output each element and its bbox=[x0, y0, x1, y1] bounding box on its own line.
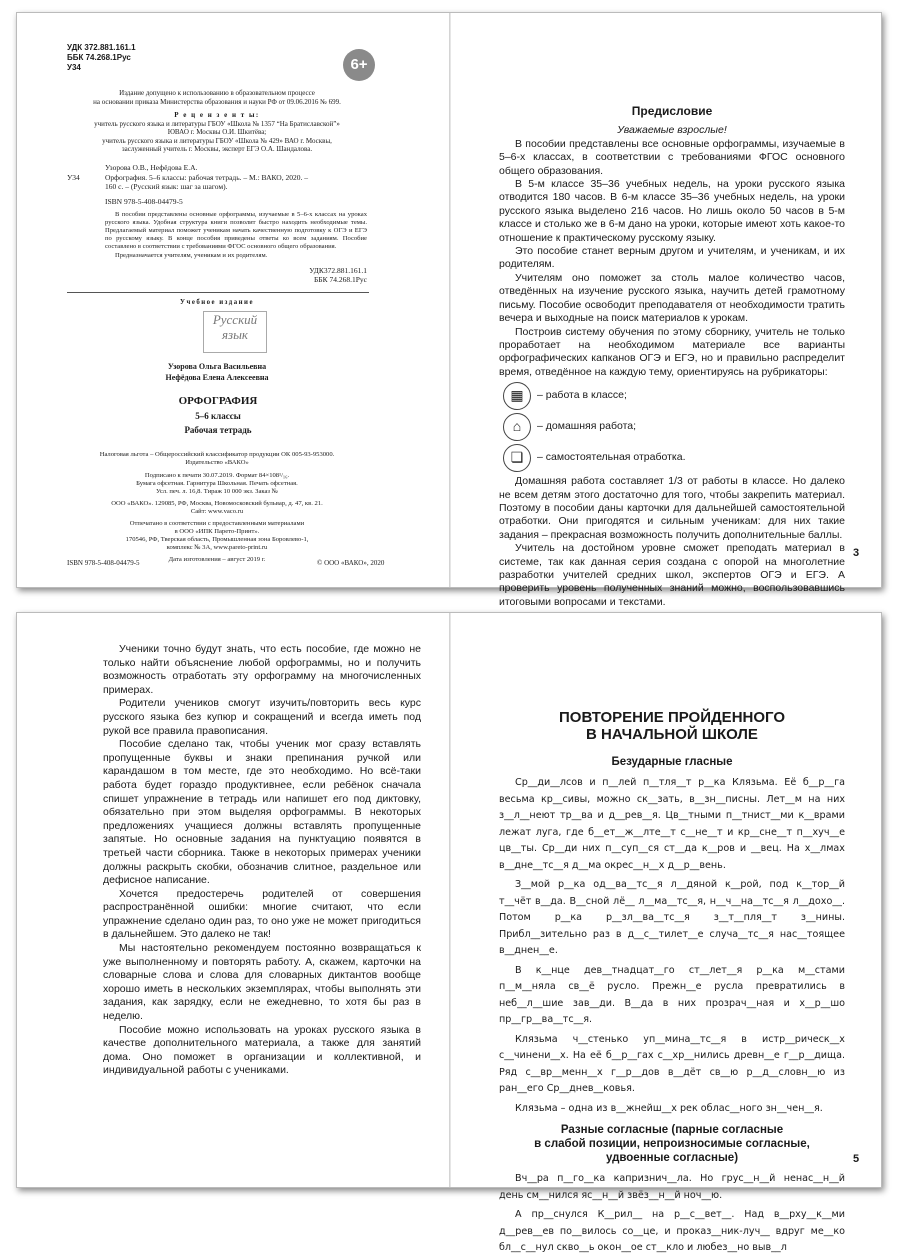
bibliographic-record bbox=[67, 163, 367, 285]
paragraph: Домашняя работа составляет 1/3 от работы в классе. Но далеко не всем детям этого достаточно для того, чтобы закрепить материал. Поэтому в пособии даны карточки для дальнейшей самостоятельной отработки. Они пригодятся и сильным ученикам: для них такие задания – прекрасная возможность получить дополнительные баллы. bbox=[499, 475, 845, 541]
page-4 bbox=[17, 613, 449, 1187]
paragraph: В пособии представлены все основные орфограммы, изучаемые в 5–6-х классах, в соответствии с требованиями ФГОС основного общего образования. bbox=[499, 137, 845, 177]
paragraph: Ученики точно будут знать, что есть пособие, где можно не только найти объяснение любой орфограммы, но и получить возможность отработать эту орфограмму на многочисленных примерах. bbox=[103, 643, 421, 696]
author: Нефёдова Елена Алексеевна bbox=[165, 373, 269, 382]
print-line: Бумага офсетная. Гарнитура Школьная. Печать офсетная. bbox=[136, 480, 298, 487]
site: Сайт: www.vaco.ru bbox=[190, 508, 244, 515]
logo-text: Русский язык bbox=[212, 312, 258, 342]
reviewers-title: Р е ц е н з е н т ы: bbox=[174, 111, 260, 119]
book-icon: ❏ bbox=[503, 444, 531, 472]
series-logo bbox=[203, 311, 267, 353]
house-icon: ⌂ bbox=[503, 413, 531, 441]
bbk-right: ББК 74.268.1Рус bbox=[314, 275, 367, 284]
rubric-selfwork bbox=[503, 444, 845, 472]
paragraph: Мы настоятельно рекомендуем постоянно возвращаться к уже выполненному и повторять работу. А, скажем, карточки на словарные слова и слова для словарных диктантов вообще хорошо иметь в нескольких экземплярах, чтобы выполнять эти задания, как зарядку, если не ежедневно, то хотя бы раз в неделю. bbox=[103, 942, 421, 1023]
chapter-title-line: В НАЧАЛЬНОЙ ШКОЛЕ bbox=[586, 726, 758, 743]
approval-line: на основании приказа Министерства образования и науки РФ от 09.06.2016 № 699. bbox=[93, 97, 341, 106]
section-title-line: Разные согласные (парные согласные bbox=[560, 1124, 784, 1136]
book-title: ОРФОГРАФИЯ bbox=[178, 395, 258, 407]
exercise-paragraph: Вч__ра п__го__ка капризнич__ла. Но грус__н__й ненас__н__й день см__нился яс__н__й звёз__н__й ноч__ю. bbox=[499, 1173, 845, 1201]
author-sign: У34 bbox=[67, 63, 81, 72]
author-sign: У34 bbox=[67, 172, 80, 182]
paragraph: Учителям оно поможет за столь малое количество часов, отведённых на изучение русского языка, научить детей грамотному письму. Пособие освободит преподавателя от необходимости тратить вечера и выходные на поиск материалов к урокам. bbox=[499, 271, 845, 325]
bbk: ББК 74.268.1Рус bbox=[67, 53, 131, 62]
page-number: 3 bbox=[853, 547, 860, 559]
page-number: 5 bbox=[853, 1153, 860, 1165]
author: Узорова Ольга Васильевна bbox=[167, 362, 267, 371]
reviewer: заслуженный учитель г. Москвы, эксперт ЕГЭ О.А. Шандалова. bbox=[121, 145, 313, 153]
paragraph: Хочется предостеречь родителей от совершения распространённой ошибки: многие считают, что если упражнение сделано один раз, то оно уже не может пригодиться в дальнейшем. Это далеко не так! bbox=[103, 887, 421, 941]
isbn: ISBN 978-5-408-04479-5 bbox=[105, 196, 183, 206]
section-title-2 bbox=[499, 1123, 845, 1165]
publisher: ООО «ВАКО». 129085, РФ, Москва, Новомосковский бульвар, д. 47, кв. 21. bbox=[111, 500, 323, 507]
imprint-page bbox=[17, 13, 449, 587]
page5-content bbox=[499, 709, 845, 1260]
desc-line: 160 с. – (Русский язык: шаг за шагом). bbox=[105, 182, 228, 191]
top-spread bbox=[16, 12, 882, 608]
approval-line: Издание допущено к использованию в образовательном процессе bbox=[119, 89, 315, 97]
udk-block bbox=[67, 43, 136, 73]
rubric-classwork bbox=[503, 382, 845, 410]
tax-line: Издательство «ВАКО» bbox=[185, 459, 249, 466]
rubric-label: – самостоятельная отработка. bbox=[537, 451, 686, 464]
printed-line: комплекс № 3А, www.pareto-print.ru bbox=[166, 544, 268, 551]
reviewer: ЮВАО г. Москвы О.И. Шкитёва; bbox=[167, 128, 267, 136]
book-grades: 5–6 классы bbox=[195, 411, 241, 421]
production-info bbox=[67, 451, 367, 564]
divider bbox=[67, 292, 369, 293]
rubric-label: – работа в классе; bbox=[537, 389, 627, 402]
paragraph: Построив систему обучения по этому сборнику, учитель не только проработает на необходимом материале все варианты орфографических капканов ОГЭ и ЕГЭ, но и правильно распределит время, отведённое на каждую тему, ориентируясь на рубрикаторы: bbox=[499, 325, 845, 378]
classroom-icon: ▦ bbox=[503, 382, 531, 410]
desc-line: Орфография. 5–6 классы: рабочая тетрадь. – М.: ВАКО, 2020. – bbox=[105, 172, 308, 182]
preface-title: Предисловие bbox=[631, 104, 713, 118]
section-title-line: удвоенные согласные) bbox=[605, 1152, 739, 1164]
preface-page bbox=[451, 13, 883, 608]
authors-short: Узорова О.В., Нефёдова Е.А. bbox=[105, 163, 198, 172]
exercise-paragraph: А пр__снулся К__рил__ на р__с__вет__. Над в__рху__к__ми д__рев__ев по__вилось со__це, и проказ__ник-луч__ вдруг ме__ко бл__с__нул скво__ь окон__ое ст__кло и любез__но выв__л bbox=[499, 1209, 845, 1253]
print-line: Подписано к печати 30.07.2019. Формат 84×108¹/₁₆. bbox=[144, 472, 290, 479]
paragraph: Пособие можно использовать на уроках русского языка в качестве дополнительного материала, а также для занятий дома. Оно поможет в организации и коллективной, и индивидуальной работы с учениками. bbox=[103, 1023, 421, 1077]
exercise-1 bbox=[499, 775, 845, 1117]
bottom-spread bbox=[16, 612, 882, 1253]
rubric-label: – домашняя работа; bbox=[537, 420, 637, 433]
tax-line: Налоговая льгота – Общероссийский классификатор продукции ОК 005-93-953000. bbox=[99, 451, 335, 458]
page4-text bbox=[103, 643, 421, 1078]
printed-line: Отпечатано в соответствии с предоставленными материалами bbox=[129, 520, 305, 527]
printed-line: в ООО «ИПК Парето-Принт». bbox=[174, 528, 260, 535]
section-title: Безударные гласные bbox=[611, 756, 733, 768]
book-type: Рабочая тетрадь bbox=[184, 425, 252, 435]
preface-greeting: Уважаемые взрослые! bbox=[617, 124, 727, 137]
date: Дата изготовления – август 2019 г. bbox=[168, 556, 266, 563]
edition-type: Учебное издание bbox=[180, 299, 254, 306]
printed-line: 170546, РФ, Тверская область, Промышленная зона Боровлево-1, bbox=[125, 536, 309, 543]
isbn-bottom: ISBN 978-5-408-04479-5 bbox=[67, 559, 140, 567]
udk-right: УДК372.881.161.1 bbox=[309, 265, 367, 275]
exercise-paragraph: Клязьма ч__стенько уп__мина__тс__я в истр__рическ__х с__чинени__х. На её б__р__гах с__хр__нились древн__е г__р__дища. Ряд с__вр__менн__х г__р__дов в__дёт св__ю р__д__словн__ю из ран__его Ср__днев__ковья. bbox=[499, 1033, 845, 1094]
paragraph: Пособие сделано так, чтобы ученик мог сразу вставлять пропущенные буквы и знаки препинания ручкой или карандашом в том месте, где это необходимо. Но всё-таки работа будет гораздо продуктивнее, если ребёнок сначала спишет упражнение в тетрадь или напишет его под диктовку, обязательно при этом выделяя орфограммы. В некоторых предложениях учащиеся должны вставлять пропущенные запятые. Но основные задания на пунктуацию появятся в третьей части сборника. Также в некоторых примерах ученики должны раскрыть скобки, обозначив слитное, раздельное или дефисное написание. bbox=[103, 738, 421, 887]
preface-text bbox=[499, 105, 845, 609]
age-rating-badge: 6+ bbox=[343, 49, 375, 81]
copyright: © ООО «ВАКО», 2020 bbox=[317, 559, 385, 567]
exercise-paragraph: З__мой р__ка од__ва__тс__я л__дяной к__рой, под к__тор__й т__чёт в__да. В__сной лё__ л__ма__тс__я, н__ч__на__тс__я л__дохо__. Потом р__ка р__зл__ва__тс__я з__т__пля__т з__нины. Прибл__зительно раз в д__с__тилет__е случа__тс__я нас__тоящее в__днен__е. bbox=[499, 879, 845, 956]
reviewer: учитель русского языка и литературы ГБОУ «Школа № 429» ВАО г. Москвы, bbox=[102, 136, 332, 145]
approval bbox=[67, 89, 367, 106]
rubric-homework bbox=[503, 413, 845, 441]
reviewer: учитель русского языка и литературы ГБОУ «Школа № 1357 “На Братиславской”» bbox=[94, 119, 340, 128]
section-title-line: в слабой позиции, непроизносимые согласные, bbox=[534, 1138, 810, 1150]
udk: УДК 372.881.161.1 bbox=[67, 43, 136, 52]
authors bbox=[67, 361, 367, 383]
addressees: Предназначается учителям, ученикам и их родителям. bbox=[115, 252, 268, 259]
exercise-2 bbox=[499, 1171, 845, 1257]
print-line: Усл. печ. л. 16,8. Тираж 10 000 экз. Заказ № bbox=[156, 488, 278, 495]
reviewers bbox=[67, 111, 367, 154]
exercise-paragraph: В к__нце дев__тнадцат__го ст__лет__я р__ка м__стами п__м__няла св__ё русло. Прежн__е русла превратились в неб__л__шие зав__ди. В__да в них прозрач__ная и х__р__шо пр__гр__ва__тс__я. bbox=[499, 964, 845, 1025]
chapter-title bbox=[499, 709, 845, 743]
exercise-paragraph: Ср__ди__лсов и п__лей п__тля__т р__ка Клязьма. Её б__р__га весьма кр__сивы, можно ск__зать, в__зн__писны. Лет__м на них з__л__неют тр__ва и д__рев__я. Цв__тными п__тнист__ми к__врами лежат луга, где б__ет__ж__лте__т с__не__т и кр__сне__т п__хуч__е цв__ты. Ср__ди них п__суп__ся ст__да к__ров и __вец. На х__лмах в__дне__тс__я д__ма окрес__н__х д__р__вень. bbox=[499, 777, 845, 871]
paragraph: Учитель на достойном уровне сможет преподать материал в системе, так как данная серия создана с опорой на многолетние разработки учителей средних школ, экспертов ОГЭ и ЕГЭ. А проверить уровень полученных знаний можно, воспользовавшись итоговыми вопросами и текстами. bbox=[499, 542, 845, 608]
record-desc bbox=[67, 172, 367, 183]
paragraph: В 5-м классе 35–36 учебных недель, на уроки русского языка отводится 180 часов. В 6-м классе 35–36 учебных недель, на уроки русского языка выделено 216 часов. Но лишь около 50 часов в 5-м классе и столько же в 6-м дано на уроки, которые имеют хоть какое-то отношение к практическому русскому языку. bbox=[499, 178, 845, 244]
paragraph: Это пособие станет верным другом и учителям, и ученикам, и их родителям. bbox=[499, 245, 845, 271]
chapter-title-line: ПОВТОРЕНИЕ ПРОЙДЕННОГО bbox=[559, 709, 785, 726]
exercise-paragraph: Клязьма – одна из в__жнейш__х рек облас__ного зн__чен__я. bbox=[515, 1102, 823, 1114]
page-5 bbox=[451, 613, 883, 1253]
annotation: В пособии представлены основные орфограммы, изучаемые в 5–6-х классах на уроках русского языка. Удобная структура книги позволит быстро находить необходимые темы. Предлагаемый материал поможет ученикам начать качественную подготовку к ОГЭ и ЕГЭ по русскому языку. В конце пособия приведены ответы ко всем заданиям. Пособие составлено в соответствии с требованиями ФГОС основного общего образования. bbox=[105, 211, 367, 250]
paragraph: Родители учеников смогут изучить/повторить весь курс русского языка без купюр и сокращений и всегда иметь под рукой все правила правописания. bbox=[103, 697, 421, 737]
